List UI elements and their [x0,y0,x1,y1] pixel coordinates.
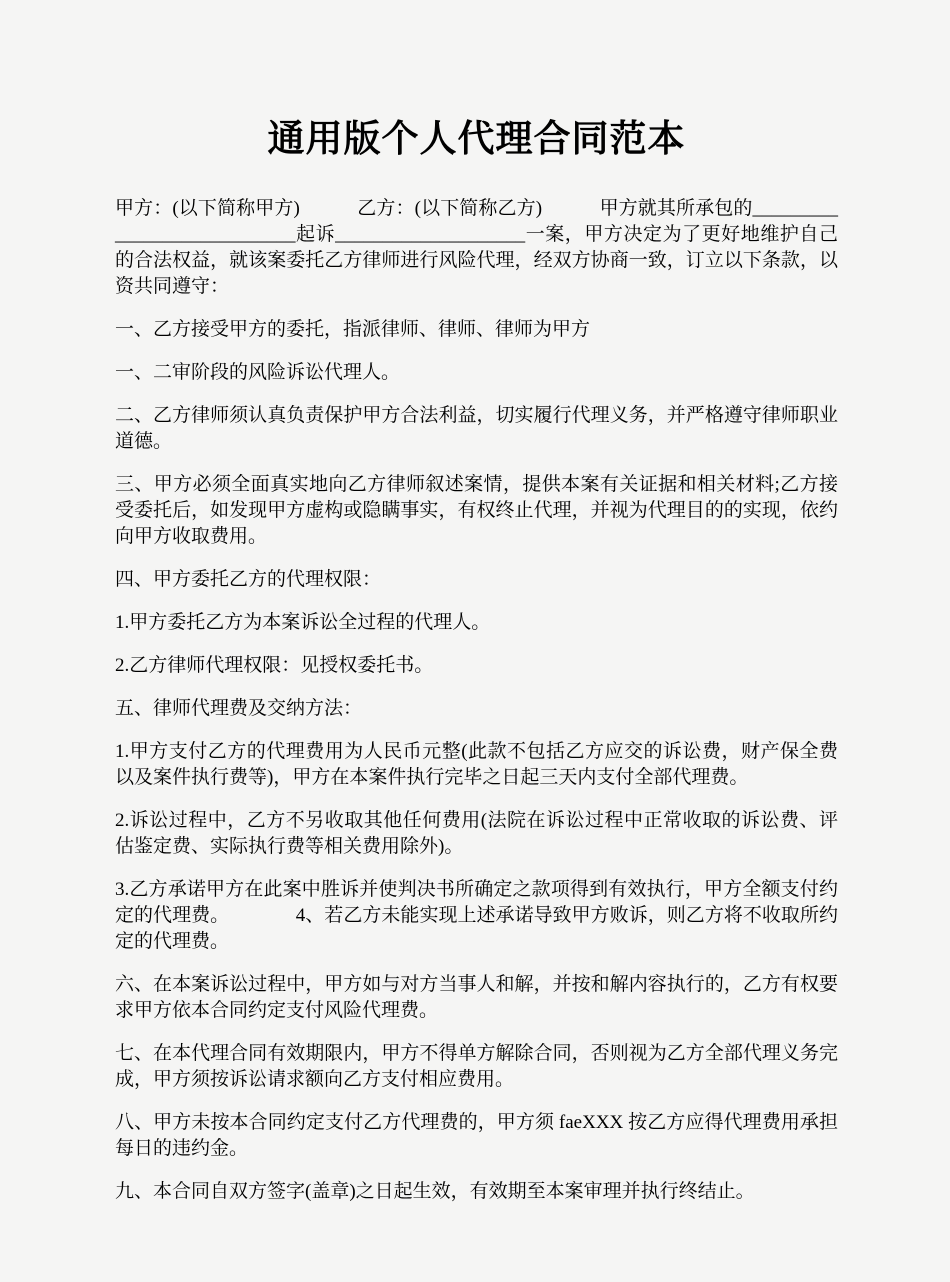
paragraph: 四、甲方委托乙方的代理权限： [115,569,382,590]
paragraph: 三、甲方必须全面真实地向乙方律师叙述案情，提供本案有关证据和相关材料;乙方接受委托后，如发现甲方虚构或隐瞒事实，有权终止代理，并视为代理目的的实现，依约向甲方收取费用。 [115,474,838,547]
paragraph: 一、二审阶段的风险诉讼代理人。 [115,362,401,383]
paragraph: 1.甲方支付乙方的代理费用为人民币元整(此款不包括乙方应交的诉讼费，财产保全费以及案件执行费等)，甲方在本案件执行完毕之日起三天内支付全部代理费。 [115,741,838,788]
paragraph: 1.甲方委托乙方为本案诉讼全过程的代理人。 [115,612,491,633]
paragraph: 二、乙方律师须认真负责保护甲方合法利益，切实履行代理义务，并严格遵守律师职业道德。 [115,405,838,452]
paragraph: 甲方：(以下简称甲方) 乙方：(以下简称乙方) 甲方就其所承包的____________________________起诉____________________一案，甲方决定为了更好地维护自己的合法权益，就该案委托乙方律师进行风险代理，经双方协商一致，订立以下条款，以资共同遵守： [115,198,838,297]
paragraph: 九、本合同自双方签字(盖章)之日起生效，有效期至本案审理并执行终结止。 [115,1181,755,1202]
document-title: 通用版个人代理合同范本 [267,118,686,159]
paragraph: 七、在本代理合同有效期限内，甲方不得单方解除合同，否则视为乙方全部代理义务完成，甲方须按诉讼请求额向乙方支付相应费用。 [115,1043,838,1090]
paragraph: 2.诉讼过程中，乙方不另收取其他任何费用(法院在诉讼过程中正常收取的诉讼费、评估鉴定费、实际执行费等相关费用除外)。 [115,810,838,857]
document-body [115,196,838,1205]
paragraph: 一、乙方接受甲方的委托，指派律师、律师、律师为甲方 [115,319,591,340]
paragraph: 3.乙方承诺甲方在此案中胜诉并使判决书所确定之款项得到有效执行，甲方全额支付约定的代理费。 4、若乙方未能实现上述承诺导致甲方败诉，则乙方将不收取所约定的代理费。 [115,879,838,952]
paragraph: 六、在本案诉讼过程中，甲方如与对方当事人和解，并按和解内容执行的，乙方有权要求甲方依本合同约定支付风险代理费。 [115,974,838,1021]
paragraph: 五、律师代理费及交纳方法： [115,698,363,719]
paragraph: 2.乙方律师代理权限：见授权委托书。 [115,655,434,676]
paragraph: 八、甲方未按本合同约定支付乙方代理费的，甲方须 faeXXX 按乙方应得代理费用承担每日的违约金。 [115,1112,838,1159]
